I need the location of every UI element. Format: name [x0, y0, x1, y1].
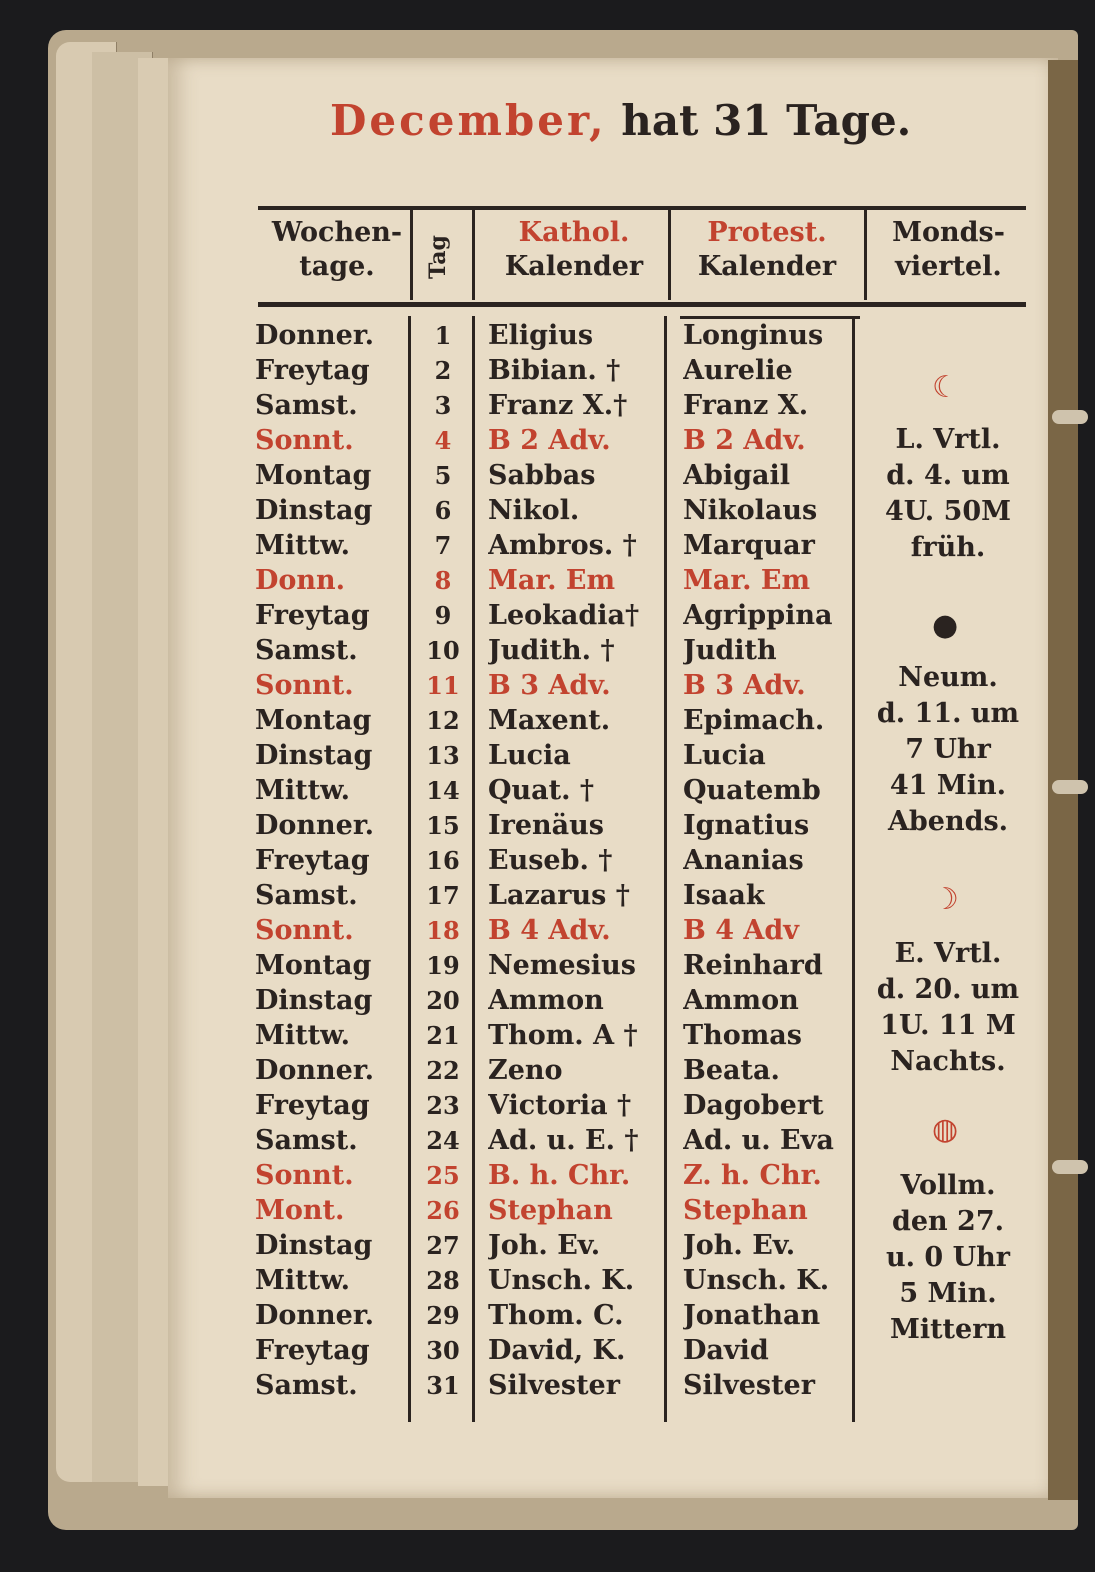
catholic-saint-cell: B 2 Adv. [488, 425, 611, 456]
protestant-saint-cell: Longinus [683, 320, 824, 351]
day-number-cell: 13 [426, 741, 460, 770]
protestant-saint-cell: Jonathan [683, 1300, 821, 1331]
calendar-row [255, 1053, 865, 1088]
weekday-cell: Donner. [255, 810, 375, 841]
weekday-cell: Sonnt. [255, 425, 354, 456]
page-title [330, 96, 1030, 166]
protestant-saint-cell: Isaak [683, 880, 765, 911]
day-number-cell: 5 [434, 461, 452, 490]
catholic-saint-cell: Unsch. K. [488, 1265, 635, 1296]
day-number-cell: 11 [426, 671, 460, 700]
calendar-row [255, 1123, 865, 1158]
last-quarter-moon-icon: ☾ [932, 370, 959, 405]
weekday-cell: Freytag [255, 355, 370, 386]
day-number-cell: 15 [426, 811, 460, 840]
first-quarter-moon-icon: ☽ [932, 882, 959, 917]
new-moon-icon: ● [932, 608, 959, 643]
protestant-saint-cell: Agrippina [683, 600, 833, 631]
catholic-saint-cell: Mar. Em [488, 565, 616, 596]
catholic-saint-cell: Zeno [488, 1055, 563, 1086]
day-number-cell: 17 [426, 881, 460, 910]
day-number-cell: 8 [434, 566, 452, 595]
calendar-row [255, 528, 865, 563]
day-number-cell: 28 [426, 1266, 460, 1295]
moon-phase-text: d. 20. um [876, 974, 1020, 1005]
protestant-saint-cell: Ad. u. Eva [683, 1125, 834, 1156]
calendar-row [255, 598, 865, 633]
calendar-row [255, 423, 865, 458]
weekday-cell: Sonnt. [255, 670, 354, 701]
protestant-saint-cell: Beata. [683, 1055, 780, 1086]
moon-phase-text: Mittern [889, 1314, 1007, 1345]
day-number-cell: 14 [426, 776, 460, 805]
day-number-cell: 1 [434, 321, 452, 350]
day-number-cell: 19 [426, 951, 460, 980]
day-number-cell: 7 [434, 531, 452, 560]
day-number-cell: 9 [434, 601, 452, 630]
weekday-cell: Samst. [255, 390, 358, 421]
weekday-cell: Donner. [255, 1300, 375, 1331]
weekday-cell: Donner. [255, 1055, 375, 1086]
moon-phase-text: 1U. 11 M [880, 1010, 1016, 1041]
calendar-row [255, 633, 865, 668]
column-divider [472, 210, 475, 300]
catholic-saint-cell: Eligius [488, 320, 594, 351]
binding-stitch [1052, 1160, 1088, 1174]
header-catholic-line: Kalender [504, 251, 644, 282]
moon-phase-text: d. 4. um [886, 460, 1010, 491]
protestant-saint-cell: Lucia [683, 740, 766, 771]
weekday-cell: Sonnt. [255, 1160, 354, 1191]
catholic-saint-cell: Stephan [488, 1195, 613, 1226]
header-moon-line: Monds- [892, 217, 1005, 248]
protestant-saint-cell: Judith [683, 635, 777, 666]
binding-stitch [1052, 410, 1088, 424]
calendar-row [255, 703, 865, 738]
catholic-saint-cell: Ambros. † [488, 530, 637, 561]
weekday-cell: Freytag [255, 1090, 370, 1121]
weekday-cell: Montag [255, 705, 372, 736]
moon-phase-text: 7 Uhr [905, 734, 991, 765]
moon-phase-text: L. Vrtl. [895, 424, 1001, 455]
header-protestant-line: Protest. [707, 217, 827, 248]
moon-phase-text: E. Vrtl. [894, 938, 1002, 969]
weekday-cell: Samst. [255, 1370, 358, 1401]
header-catholic-line: Kathol. [518, 217, 630, 248]
day-number-cell: 2 [434, 356, 452, 385]
day-number-cell: 21 [426, 1021, 460, 1050]
catholic-saint-cell: Victoria † [488, 1090, 632, 1121]
weekday-cell: Sonnt. [255, 915, 354, 946]
day-number-cell: 27 [426, 1231, 460, 1260]
protestant-saint-cell: Unsch. K. [683, 1265, 830, 1296]
protestant-saint-cell: B 4 Adv [683, 915, 799, 946]
catholic-saint-cell: B 4 Adv. [488, 915, 611, 946]
calendar-row [255, 1158, 865, 1193]
protestant-saint-cell: Abigail [683, 460, 790, 491]
weekday-cell: Dinstag [255, 1230, 373, 1261]
moon-phase-text: 41 Min. [889, 770, 1007, 801]
moon-phase-text: 5 Min. [899, 1278, 997, 1309]
catholic-saint-cell: Franz X.† [488, 390, 628, 421]
catholic-saint-cell: Leokadia† [488, 600, 640, 631]
weekday-cell: Montag [255, 460, 372, 491]
moon-phase-text: den 27. [891, 1206, 1005, 1237]
protestant-saint-cell: Reinhard [683, 950, 823, 981]
day-number-cell: 10 [426, 636, 460, 665]
calendar-row [255, 668, 865, 703]
weekday-cell: Mittw. [255, 775, 351, 806]
day-number-cell: 25 [426, 1161, 460, 1190]
calendar-row [255, 738, 865, 773]
catholic-saint-cell: Maxent. [488, 705, 611, 736]
header-protestant-calendar [672, 216, 862, 284]
catholic-saint-cell: Quat. † [488, 775, 595, 806]
moon-phase-text: Abends. [887, 806, 1009, 837]
weekday-cell: Mittw. [255, 530, 351, 561]
calendar-row [255, 948, 865, 983]
calendar-row [255, 843, 865, 878]
protestant-saint-cell: Z. h. Chr. [683, 1160, 822, 1191]
catholic-saint-cell: Euseb. † [488, 845, 613, 876]
calendar-row [255, 773, 865, 808]
moon-phase-text: Vollm. [900, 1170, 996, 1201]
day-number-cell: 3 [434, 391, 452, 420]
weekday-cell: Mittw. [255, 1265, 351, 1296]
protestant-saint-cell: Ignatius [683, 810, 810, 841]
header-moon-phases [866, 216, 1031, 284]
day-number-cell: 12 [426, 706, 460, 735]
day-number-cell: 4 [434, 426, 452, 455]
protestant-saint-cell: Epimach. [683, 705, 825, 736]
catholic-saint-cell: Ad. u. E. † [488, 1125, 639, 1156]
catholic-saint-cell: Joh. Ev. [488, 1230, 601, 1261]
protestant-saint-cell: David [683, 1335, 769, 1366]
calendar-row [255, 388, 865, 423]
table-top-rule [258, 206, 1026, 210]
calendar-row [255, 353, 865, 388]
protestant-saint-cell: B 2 Adv. [683, 425, 806, 456]
day-number-cell: 16 [426, 846, 460, 875]
catholic-saint-cell: Judith. † [488, 635, 615, 666]
header-day-number: Tag [425, 235, 451, 279]
calendar-row [255, 913, 865, 948]
weekday-cell: Montag [255, 950, 372, 981]
month-days-note: hat 31 Tage. [621, 96, 912, 145]
catholic-saint-cell: Nemesius [488, 950, 636, 981]
catholic-saint-cell: Nikol. [488, 495, 580, 526]
moon-phase-text: u. 0 Uhr [885, 1242, 1011, 1273]
weekday-cell: Samst. [255, 635, 358, 666]
protestant-saint-cell: Nikolaus [683, 495, 818, 526]
calendar-row [255, 878, 865, 913]
protestant-saint-cell: Silvester [683, 1370, 815, 1401]
catholic-saint-cell: B 3 Adv. [488, 670, 611, 701]
weekday-cell: Dinstag [255, 495, 373, 526]
catholic-saint-cell: Thom. C. [488, 1300, 624, 1331]
catholic-saint-cell: Lazarus † [488, 880, 630, 911]
calendar-row [255, 1298, 865, 1333]
day-number-cell: 24 [426, 1126, 460, 1155]
catholic-saint-cell: Irenäus [488, 810, 604, 841]
weekday-cell: Mittw. [255, 1020, 351, 1051]
catholic-saint-cell: B. h. Chr. [488, 1160, 631, 1191]
weekday-cell: Dinstag [255, 985, 373, 1016]
header-bottom-rule [258, 302, 1026, 307]
protestant-saint-cell: Aurelie [683, 355, 793, 386]
weekday-cell: Donn. [255, 565, 346, 596]
weekday-cell: Samst. [255, 880, 358, 911]
protestant-saint-cell: Ananias [683, 845, 804, 876]
catholic-saint-cell: Bibian. † [488, 355, 621, 386]
protestant-saint-cell: Marquar [683, 530, 815, 561]
binding-stitch [1052, 780, 1088, 794]
catholic-saint-cell: Sabbas [488, 460, 596, 491]
protestant-saint-cell: Ammon [683, 985, 799, 1016]
calendar-row [255, 1333, 865, 1368]
calendar-row [255, 458, 865, 493]
protestant-saint-cell: Stephan [683, 1195, 808, 1226]
calendar-row [255, 1263, 865, 1298]
calendar-row [255, 1193, 865, 1228]
catholic-saint-cell: Lucia [488, 740, 571, 771]
protestant-saint-cell: Quatemb [683, 775, 821, 806]
full-moon-icon: ◍ [932, 1112, 959, 1147]
header-catholic-calendar [484, 216, 664, 284]
weekday-cell: Mont. [255, 1195, 345, 1226]
weekday-cell: Freytag [255, 845, 370, 876]
weekday-cell: Freytag [255, 1335, 370, 1366]
day-number-cell: 31 [426, 1371, 460, 1400]
protestant-saint-cell: B 3 Adv. [683, 670, 806, 701]
header-moon-line: viertel. [895, 251, 1002, 282]
protestant-saint-cell: Dagobert [683, 1090, 824, 1121]
header-weekdays [262, 216, 412, 284]
protestant-saint-cell: Joh. Ev. [683, 1230, 796, 1261]
day-number-cell: 30 [426, 1336, 460, 1365]
moon-phase-text: 4U. 50M [884, 496, 1012, 527]
moon-phase-text: früh. [910, 532, 986, 563]
protestant-saint-cell: Thomas [683, 1020, 802, 1051]
moon-phase-text: Nachts. [890, 1046, 1006, 1077]
weekday-cell: Dinstag [255, 740, 373, 771]
calendar-row [255, 493, 865, 528]
calendar-row [255, 1228, 865, 1263]
protestant-saint-cell: Mar. Em [683, 565, 811, 596]
calendar-row [255, 1018, 865, 1053]
calendar-row [255, 1088, 865, 1123]
day-number-cell: 23 [426, 1091, 460, 1120]
calendar-row [255, 808, 865, 843]
protestant-saint-cell: Franz X. [683, 390, 809, 421]
moon-phase-text: d. 11. um [876, 698, 1020, 729]
day-number-cell: 6 [434, 496, 452, 525]
header-weekdays-line: tage. [299, 251, 375, 282]
day-number-cell: 22 [426, 1056, 460, 1085]
weekday-cell: Samst. [255, 1125, 358, 1156]
catholic-saint-cell: Thom. A † [488, 1020, 638, 1051]
header-protestant-line: Kalender [697, 251, 837, 282]
calendar-row [255, 983, 865, 1018]
calendar-row [255, 1368, 865, 1403]
catholic-saint-cell: Ammon [488, 985, 604, 1016]
day-number-cell: 20 [426, 986, 460, 1015]
day-number-cell: 26 [426, 1196, 460, 1225]
catholic-saint-cell: David, K. [488, 1335, 626, 1366]
weekday-cell: Freytag [255, 600, 370, 631]
day-number-cell: 18 [426, 916, 460, 945]
calendar-row [255, 563, 865, 598]
calendar-row [255, 318, 865, 353]
weekday-cell: Donner. [255, 320, 375, 351]
day-number-cell: 29 [426, 1301, 460, 1330]
header-weekdays-line: Wochen- [271, 217, 403, 248]
catholic-saint-cell: Silvester [488, 1370, 620, 1401]
column-divider [668, 210, 671, 300]
month-name: December, [330, 96, 607, 145]
moon-phase-text: Neum. [898, 662, 998, 693]
